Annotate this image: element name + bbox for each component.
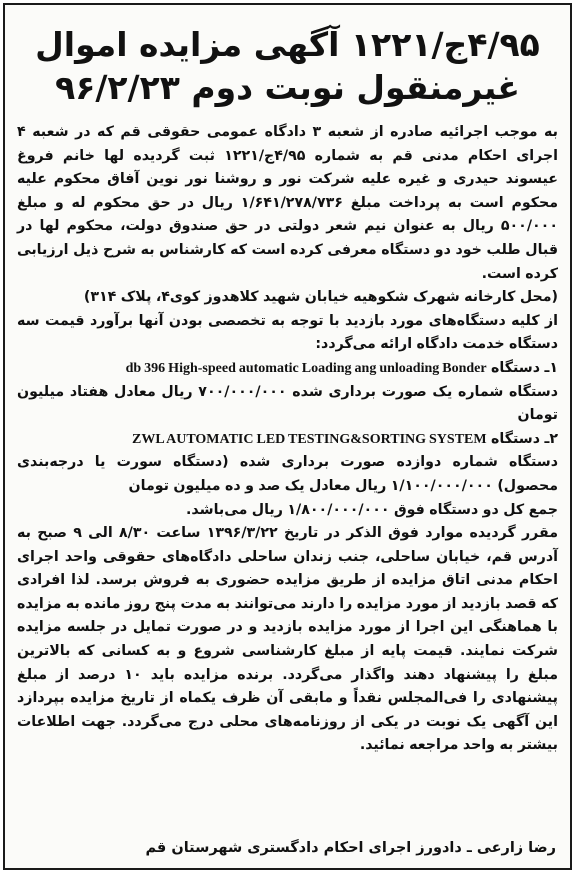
total-value: جمع کل دو دستگاه فوق ۱/۸۰۰/۰۰۰/۰۰۰ ریال می‌باشد. [186, 501, 558, 518]
item-2-model: ZWL AUTOMATIC LED TESTING&SORTING SYSTEM [131, 431, 487, 447]
paragraph-judgment: به موجب اجرائیه صادره از شعبه ۳ دادگاه عمومی حقوقی قم که در شعبه ۴ اجرای احکام مدنی قم به شماره ۴/۹۵ج/۱۲۲۱ ثبت گردیده لها خانم فروغ عیسوند حیدری و غیره علیه شرکت نور و روشنا نور نوین آفاق محکوم علیه محکوم است به پرداخت مبلغ ۱/۶۴۱/۲۷۸/۷۳۶ ریال در حق محکوم له و مبلغ ۵۰۰/۰۰۰ ریال به عنوان نیم شعر دولتی در حق صندوق دولت، محکوم لها در قبال طلب خود دو دستگاه معرفی کرده است که کارشناس به شرح ذیل ارزیابی کرده است. [17, 124, 558, 282]
item-1-prefix: ۱ـ دستگاه [491, 359, 558, 376]
notice-title [17, 23, 558, 109]
item-1-heading [17, 357, 558, 381]
notice-content [5, 5, 570, 758]
title-line-1: ۴/۹۵ج/۱۲۲۱ آگهی مزایده اموال [35, 25, 540, 64]
signature-line: رضا زارعی ـ دادورز اجرای احکام دادگستری شهرستان قم [145, 840, 556, 856]
paragraph-auction-terms: مقرر گردیده موارد فوق الذکر در تاریخ ۱۳۹۶/۳/۲۲ ساعت ۸/۳۰ الی ۹ صبح به آدرس قم، خیابان ساحلی، جنب زندان ساحلی دادگاه‌های حقوقی واحد اجرای احکام مدنی اتاق مزایده از طریق مزایده حضوری به فروش برسد. لذا افرادی که قصد بازدید از مورد مزایده را دارند می‌توانند به مدت پنج روز مانده به مزایده با هماهنگی این اجرا از مورد مزایده بازدید و در صورت تمایل در جلسه مزایده شرکت نمایند. قیمت پایه از مبلغ کارشناسی شروع و به کسانی که بالاترین مبلغ را پیشنهاد دهند واگذار می‌گردد. برنده مزایده باید ۱۰ درصد از مبلغ پیشنهادی را فی‌المجلس نقداً و مابقی آن ظرف یکماه از تاریخ مزایده بپردازد این آگهی یک نوبت در یکی از روزنامه‌های محلی درج می‌گردد. جهت اطلاعات بیشتر به واحد مراجعه نمائید. [17, 525, 558, 754]
item-1-model: db 396 High-speed automatic Loading ang unloading Bonder [125, 360, 487, 376]
paragraph-appraisal-intro: از کلیه دستگاه‌های مورد بازدید با توجه به تخصصی بودن آنها برآورد قیمت سه دستگاه خدمت دادگاه ارائه می‌گردد: [17, 312, 558, 353]
paragraph-factory-address: (محل کارخانه شهرک شکوهیه خیابان شهید کلاهدوز کوی۴، پلاک ۳۱۴) [83, 289, 558, 306]
item-2-description: دستگاه شماره دوازده صورت برداری شده (دستگاه سورت یا درجه‌بندی محصول) ۱/۱۰۰/۰۰۰/۰۰۰ ریال معادل یک صد و ده میلیون تومان [17, 454, 558, 494]
title-line-2: غیرمنقول نوبت دوم ۹۶/۲/۲۳ [55, 68, 520, 107]
item-2-prefix: ۲ـ دستگاه [491, 430, 558, 447]
item-2-heading [17, 428, 558, 452]
item-1-description: دستگاه شماره یک صورت برداری شده ۷۰۰/۰۰۰/۰۰۰ ریال معادل هفتاد میلیون تومان [17, 383, 558, 424]
notice-frame [3, 3, 572, 870]
notice-body [17, 121, 558, 758]
